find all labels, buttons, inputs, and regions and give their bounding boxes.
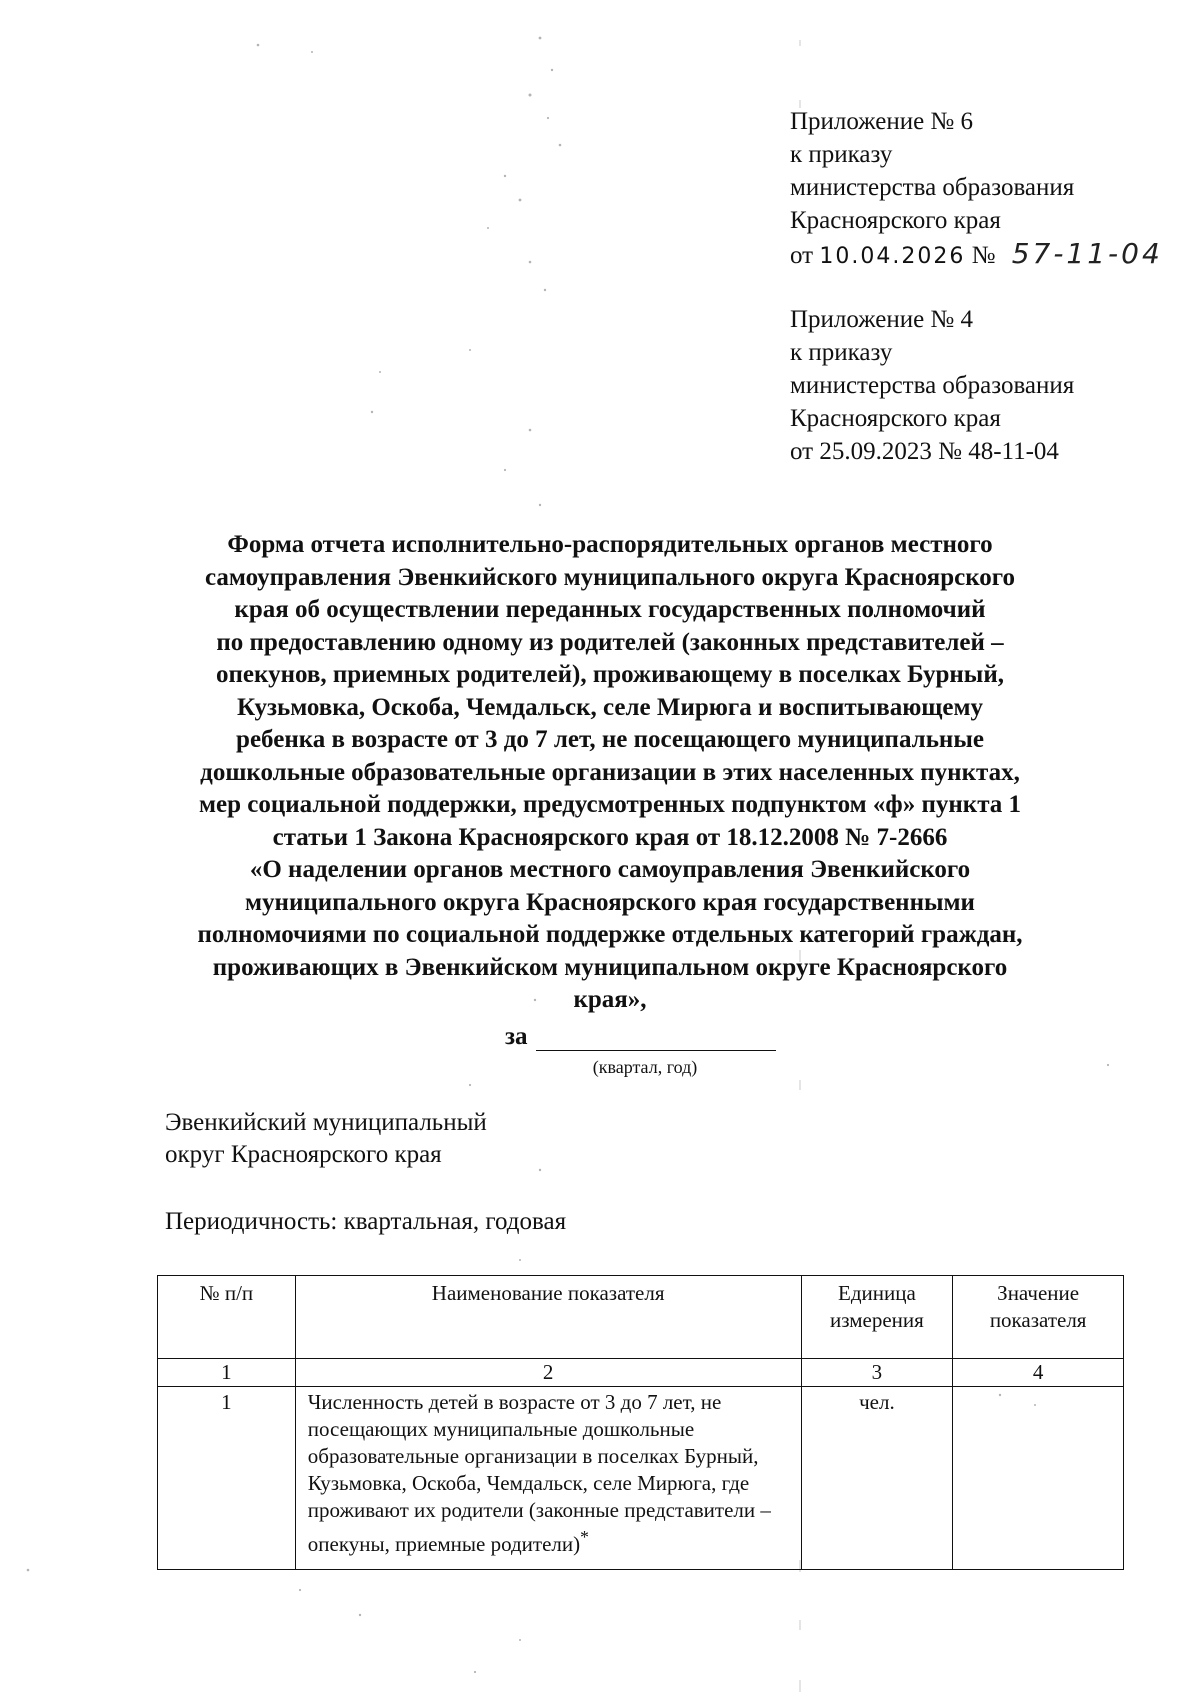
appendix-4-block <box>790 303 1074 468</box>
appendix-6-region: Красноярского края <box>790 207 1001 234</box>
header-value: Значение показателя <box>953 1276 1124 1359</box>
title-line: по предоставлению одному из родителей (законных представителей – <box>216 628 1004 656</box>
row-num: 1 <box>158 1387 296 1570</box>
period-caption: (квартал, год) <box>592 1057 698 1077</box>
reporting-period <box>505 1023 776 1051</box>
organization-line-2: округ Красноярского края <box>165 1141 442 1168</box>
title-line: мер социальной поддержки, предусмотренных подпунктом «ф» пункта 1 <box>198 791 1022 818</box>
appendix-6-title: Приложение № 6 <box>790 108 974 135</box>
handwritten-number: 57-11-04 <box>1011 237 1163 270</box>
appendix-6-block <box>790 105 1163 273</box>
form-title <box>150 529 1070 1017</box>
appendix-6-date-prefix: от <box>790 242 814 269</box>
appendix-6-ministry: министерства образования <box>790 174 1075 201</box>
row-name-cell <box>295 1387 801 1570</box>
appendix-4-ministry: министерства образования <box>790 372 1075 399</box>
header-unit: Единица измерения <box>801 1276 953 1359</box>
footnote-mark: * <box>580 1527 589 1547</box>
title-line: края об осуществлении переданных государственных полномочий <box>234 596 986 623</box>
column-number: 3 <box>801 1359 953 1387</box>
row-value[interactable] <box>953 1387 1124 1570</box>
title-line: «О наделении органов местного самоуправления Эвенкийского <box>249 856 971 883</box>
appendix-4-date-number: от 25.09.2023 № 48-11-04 <box>790 438 1059 465</box>
title-line: края», <box>573 986 647 1013</box>
appendix-4-title: Приложение № 4 <box>790 306 974 333</box>
title-line: опекунов, приемных родителей), проживающему в поселках Бурный, <box>216 661 1004 688</box>
organization-line-1: Эвенкийский муниципальный <box>165 1109 487 1136</box>
appendix-4-order: к приказу <box>790 339 893 366</box>
period-blank-field[interactable] <box>536 1028 776 1051</box>
column-number: 1 <box>158 1359 296 1387</box>
title-line: Форма отчета исполнительно-распорядительных органов местного <box>227 531 993 558</box>
title-line: ребенка в возрасте от 3 до 7 лет, не посещающего муниципальные <box>236 726 984 753</box>
column-number-row <box>158 1359 1124 1387</box>
column-number: 2 <box>295 1359 801 1387</box>
appendix-6-order: к приказу <box>790 141 893 168</box>
periodicity: Периодичность: квартальная, годовая <box>165 1208 567 1235</box>
appendix-4-region: Красноярского края <box>790 405 1001 432</box>
appendix-6-date-line <box>790 237 1163 273</box>
title-line: Кузьмовка, Оскоба, Чемдальск, селе Мирюга и воспитывающему <box>236 693 984 721</box>
column-number: 4 <box>953 1359 1124 1387</box>
indicators-table <box>157 1275 1124 1570</box>
header-num: № п/п <box>158 1276 296 1359</box>
title-line: проживающих в Эвенкийском муниципальном округе Красноярского <box>212 953 1008 981</box>
title-line: полномочиями по социальной поддержке отдельных категорий граждан, <box>197 921 1023 948</box>
number-sign: № <box>971 242 996 269</box>
title-line: статьи 1 Закона Красноярского края от 18.12.2008 № 7-2666 <box>272 823 948 851</box>
title-line: муниципального округа Красноярского края государственными <box>245 888 975 916</box>
title-line: самоуправления Эвенкийского муниципального округа Красноярского <box>204 563 1016 591</box>
table-header-row <box>158 1276 1124 1359</box>
organization-name <box>165 1107 487 1171</box>
title-line: дошкольные образовательные организации в этих населенных пунктах, <box>200 758 1020 786</box>
header-name: Наименование показателя <box>295 1276 801 1359</box>
handwritten-date: 10.04.2026 <box>819 244 966 269</box>
period-prefix: за <box>505 1023 528 1050</box>
row-name: Численность детей в возрасте от 3 до 7 лет, не посещающих муниципальные дошкольные образовательные организации в поселках Бурный, Кузьмовка, Оскоба, Чемдальск, селе Мирюга, где проживают их родители (законные представители – опекуны, приемные родители) <box>307 1390 771 1556</box>
row-unit: чел. <box>801 1387 953 1570</box>
table-row <box>158 1387 1124 1570</box>
